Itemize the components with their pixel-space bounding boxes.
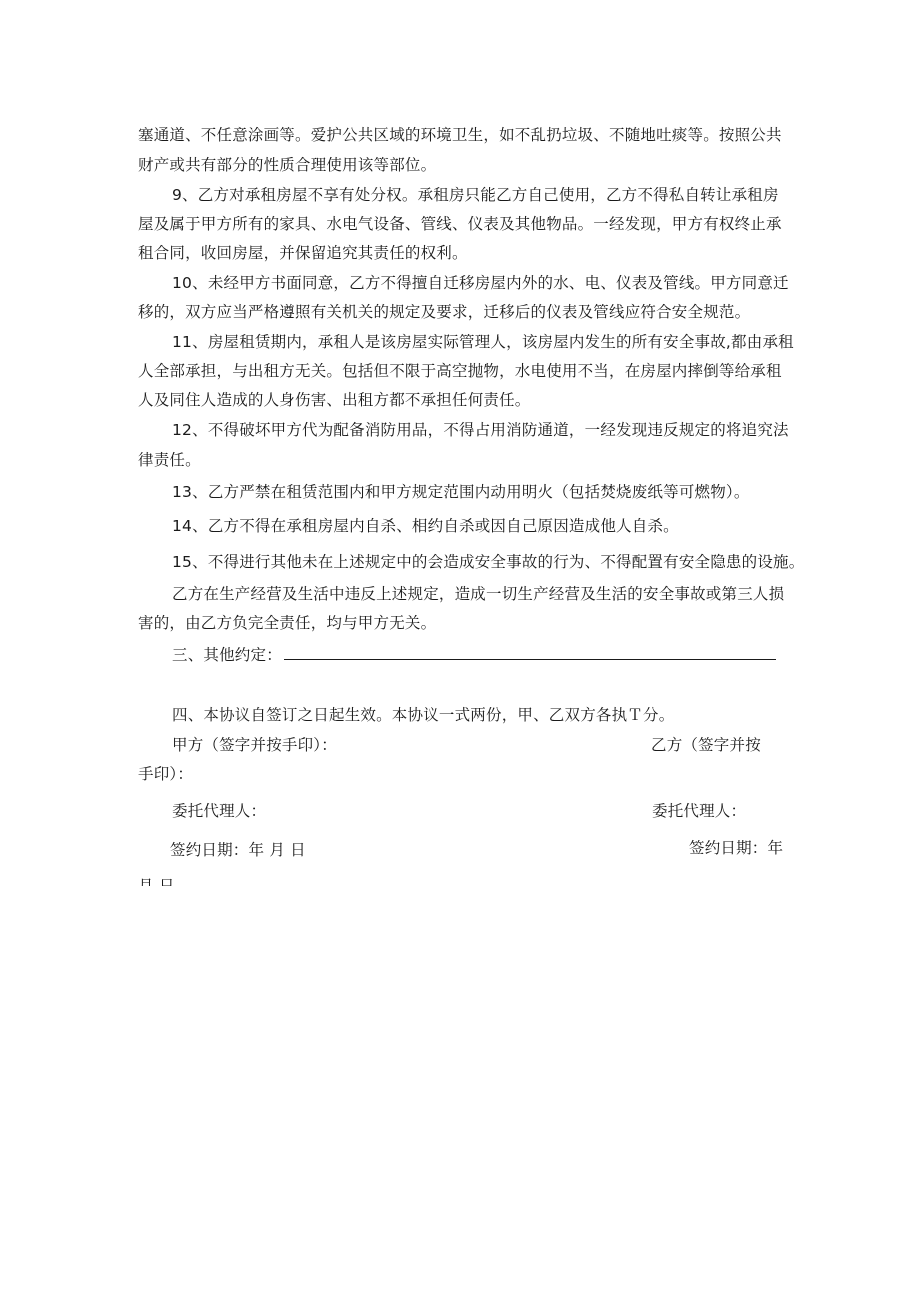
text-line: 害的，由乙方负完全责任，均与甲方无关。 [138, 614, 437, 632]
clause-13-line: 13、乙方严禁在租赁范围内和甲方规定范围内动用明火（包括焚烧废纸等可燃物）。 [172, 483, 750, 501]
clause-11-line: 11、房屋租赁期内，承租人是该房屋实际管理人，该房屋内发生的所有安全事故,都由承租 [172, 333, 794, 351]
other-terms-line [172, 645, 776, 665]
agent-a: 委托代理人： [172, 802, 267, 820]
party-b-signature-cont: 手印）： [138, 765, 194, 783]
text-line: 人及同住人造成的人身伤害、出租方都不承担任何责任。 [138, 391, 531, 409]
clause-9-line: 9、乙方对承租房屋不享有处分权。承租房只能乙方自己使用，乙方不得私自转让承租房 [172, 186, 779, 204]
clause-15-line: 15、不得进行其他未在上述规定中的会造成安全事故的行为、不得配置有安全隐患的设施。 [172, 553, 805, 571]
text-line: 移的，双方应当严格遵照有关机关的规定及要求，迁移后的仪表及管线应符合安全规范。 [138, 303, 751, 321]
liability-line: 乙方在生产经营及生活中违反上述规定，造成一切生产经营及生活的安全事故或第三人损 [172, 585, 785, 603]
agent-b: 委托代理人： [652, 802, 747, 820]
other-terms-label: 三、其他约定： [172, 646, 282, 664]
blank-fill-line [284, 645, 776, 660]
text-line: 屋及属于甲方所有的家具、水电气设备、管线、仪表及其他物品。一经发现，甲方有权终止承 [138, 215, 782, 233]
clause-12-line: 12、不得破坏甲方代为配备消防用品，不得占用消防通道，一经发现违反规定的将追究法 [172, 421, 789, 439]
party-a-signature: 甲方（签字并按手印）： [172, 736, 337, 754]
signing-date-a: 签约日期：年 月 日 [170, 841, 306, 859]
text-line: 塞通道、不任意涂画等。爱护公共区域的环境卫生，如不乱扔垃圾、不随地吐痰等。按照公共 [138, 126, 782, 144]
clause-10-line: 10、未经甲方书面同意，乙方不得擅自迁移房屋内外的水、电、仪表及管线。甲方同意迁 [172, 274, 789, 292]
signing-date-b: 签约日期：年 [689, 839, 784, 857]
text-line: 租合同，收回房屋，并保留追究其责任的权利。 [138, 244, 468, 262]
text-line: 人全部承担，与出租方无关。包括但不限于高空抛物，水电使用不当，在房屋内摔倒等给承租 [138, 362, 782, 380]
party-b-signature: 乙方（签字并按 [651, 736, 761, 754]
text-line: 财产或共有部分的性质合理使用该等部位。 [138, 156, 437, 174]
page-crop-edge [0, 886, 920, 1302]
clause-14-line: 14、乙方不得在承租房屋内自杀、相约自杀或因自己原因造成他人自杀。 [172, 517, 679, 535]
effectiveness-line: 四、本协议自签订之日起生效。本协议一式两份，甲、乙双方各执Ｔ分。 [172, 706, 675, 724]
text-line: 律责任。 [138, 451, 201, 469]
